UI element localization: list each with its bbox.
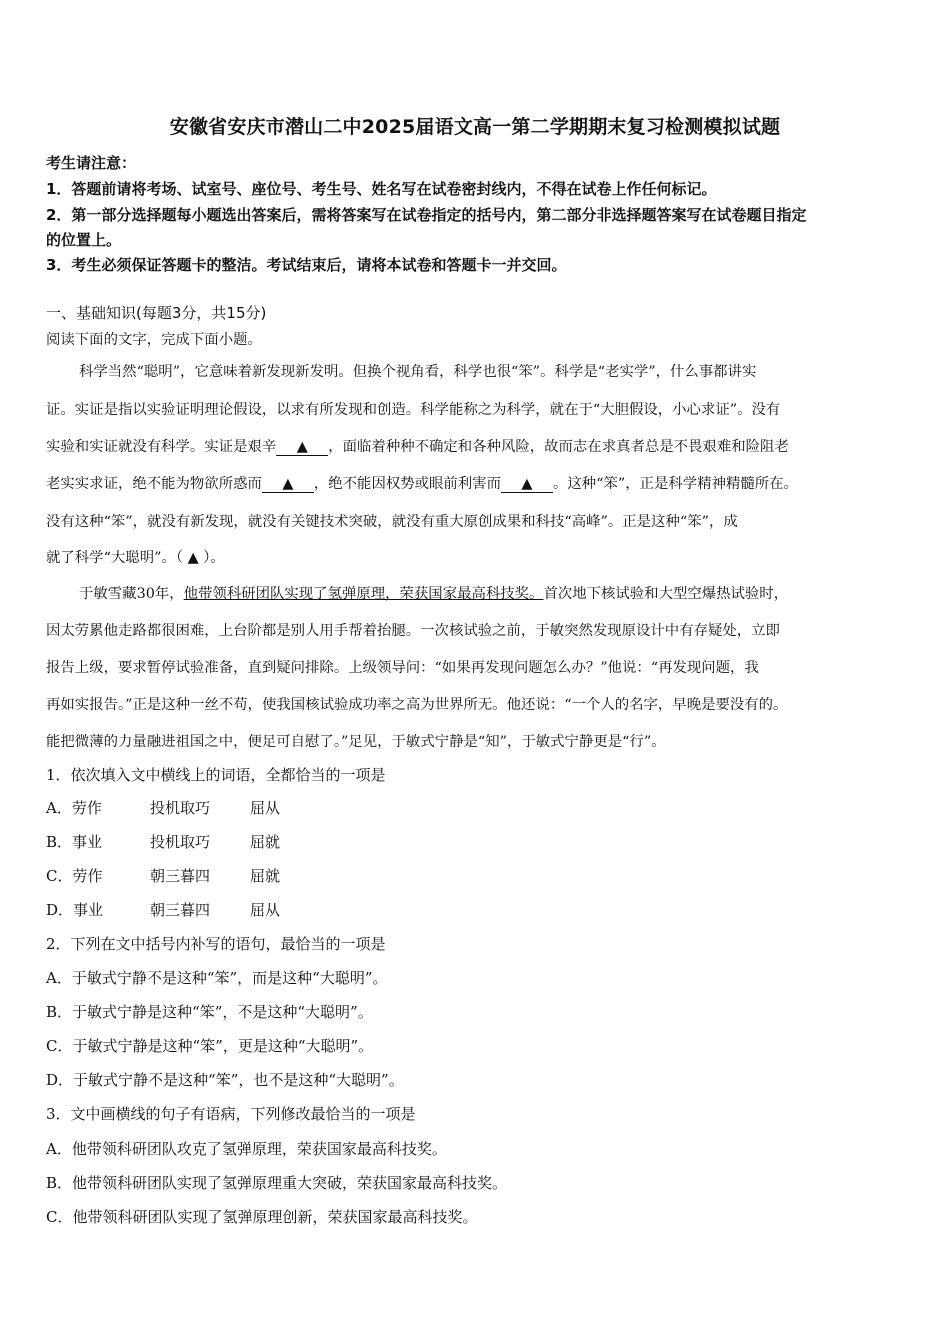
- q3-stem: 3．文中画横线的句子有语病，下列修改最恰当的一项是: [46, 1105, 416, 1123]
- fill-blank-2: ▲: [262, 476, 314, 493]
- fill-blank-1: ▲: [276, 439, 328, 456]
- passage-p2-line3: 报告上级，要求暂停试验准备，直到疑问排除。上级领导问：“如果再发现问题怎么办？”他说：“再发现问题，我: [46, 660, 759, 676]
- passage-p2-line1: [79, 582, 788, 603]
- passage-text: 于敏雪藏30年，: [79, 586, 184, 602]
- q1-stem: 1．依次填入文中横线上的词语，全都恰当的一项是: [46, 766, 386, 784]
- passage-text: ，面临着种种不确定和各种风险，故而志在求真者总是不畏艰难和险阻老: [328, 439, 789, 455]
- section-heading: 一、基础知识(每题3分，共15分): [46, 304, 267, 322]
- passage-text: 老实实求证，绝不能为物欲所惑而: [46, 476, 262, 492]
- passage-p1-line2: 证。实证是指以实验证明理论假设，以求有所发现和创造。科学能称之为科学，就在于“大胆假设，小心求证”。没有: [46, 402, 781, 418]
- passage-text: 。这种“笨”，正是科学精神精髓所在。: [552, 476, 798, 492]
- q3-option-a[interactable]: A．他带领科研团队攻克了氢弹原理，荣获国家最高科技奖。: [46, 1140, 447, 1158]
- q2-option-c[interactable]: C．于敏式宁静是这种“笨”，更是这种“大聪明”。: [46, 1037, 374, 1055]
- fill-blank-3: ▲: [501, 476, 553, 493]
- passage-p1-line6: 就了科学“大聪明”。（ ▲ ）。: [46, 550, 225, 566]
- passage-p1-line4: [46, 472, 798, 493]
- notice-item-3: 3．考生必须保证答题卡的整洁。考试结束后，请将本试卷和答题卡一并交回。: [46, 256, 567, 274]
- passage-text: ，绝不能因权势或眼前利害而: [313, 476, 501, 492]
- q2-option-a[interactable]: A．于敏式宁静不是这种“笨”，而是这种“大聪明”。: [46, 969, 388, 987]
- exam-title: 安徽省安庆市潜山二中2025届语文高一第二学期期末复习检测模拟试题: [169, 116, 781, 138]
- notice-heading: 考生请注意：: [46, 154, 137, 172]
- notice-item-1: 1．答题前请将考场、试室号、座位号、考生号、姓名写在试卷密封线内，不得在试卷上作任何标记。: [46, 180, 717, 198]
- q3-option-b[interactable]: B．他带领科研团队实现了氢弹原理重大突破，荣获国家最高科技奖。: [46, 1174, 508, 1192]
- passage-text: 首次地下核试验和大型空爆热试验时，: [543, 586, 789, 602]
- q2-stem: 2．下列在文中括号内补写的语句，最恰当的一项是: [46, 935, 386, 953]
- q1-option-d[interactable]: D．事业 朝三暮四 屈从: [46, 901, 281, 919]
- notice-item-2-cont: 的位置上。: [46, 231, 122, 249]
- q2-option-b[interactable]: B．于敏式宁静是这种“笨”，不是这种“大聪明”。: [46, 1003, 373, 1021]
- notice-item-2: 2．第一部分选择题每小题选出答案后，需将答案写在试卷指定的括号内，第二部分非选择题答案写在试卷题目指定: [46, 206, 807, 224]
- passage-p2-line5: 能把微薄的力量融进祖国之中，便足可自慰了。”足见，于敏式宁静是“知”，于敏式宁静更是“行”。: [46, 734, 666, 750]
- q3-option-c[interactable]: C．他带领科研团队实现了氢弹原理创新，荣获国家最高科技奖。: [46, 1208, 478, 1226]
- q1-option-b[interactable]: B．事业 投机取巧 屈就: [46, 833, 281, 851]
- passage-p1-line3: [46, 435, 789, 456]
- passage-p2-line2: 因太劳累他走路都很困难，上台阶都是别人用手帮着抬腿。一次核试验之前，于敏突然发现原设计中有存疑处，立即: [46, 623, 780, 639]
- q2-option-d[interactable]: D．于敏式宁静不是这种“笨”，也不是这种“大聪明”。: [46, 1071, 404, 1089]
- underlined-sentence: 他带领科研团队实现了氢弹原理，荣获国家最高科技奖。: [183, 586, 544, 602]
- passage-p2-line4: 再如实报告。”正是这种一丝不苟，使我国核试验成功率之高为世界所无。他还说：“一个人的名字，早晚是要没有的。: [46, 697, 788, 713]
- passage-p1-line1: 科学当然“聪明”，它意味着新发现新发明。但换个视角看，科学也很“笨”。科学是“老实学”，什么事都讲实: [79, 364, 757, 380]
- q1-option-c[interactable]: C．劳作 朝三暮四 屈就: [46, 867, 281, 885]
- passage-p1-line5: 没有这种“笨”，就没有新发现，就没有关键技术突破，就没有重大原创成果和科技“高峰”。正是这种“笨”，成: [46, 514, 738, 530]
- passage-text: 实验和实证就没有科学。实证是艰辛: [46, 439, 277, 455]
- q1-option-a[interactable]: A．劳作 投机取巧 屈从: [46, 799, 281, 817]
- section-instruction: 阅读下面的文字，完成下面小题。: [46, 332, 262, 348]
